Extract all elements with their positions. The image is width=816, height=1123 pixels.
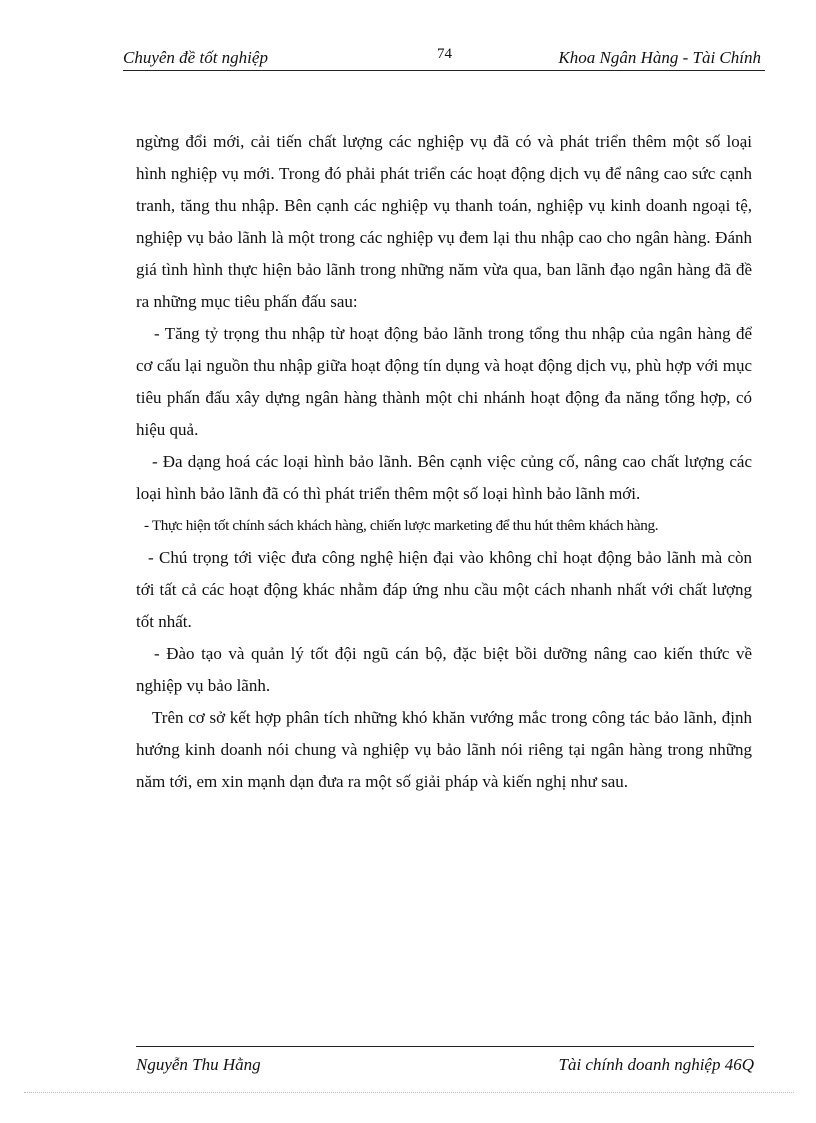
paragraph-goal-income: - Tăng tỷ trọng thu nhập từ hoạt động bảo lãnh trong tổng thu nhập của ngân hàng để cơ cấu lại nguồn thu nhập giữa hoạt động tín dụng và hoạt động dịch vụ, phù hợp với mục tiêu phấn đấu xây dựng ngân hàng thành một chi nhánh hoạt động đa năng tổng hợp, có hiệu quả. xyxy=(136,324,752,439)
paragraph-conclusion: Trên cơ sở kết hợp phân tích những khó khăn vướng mắc trong công tác bảo lãnh, định hướng kinh doanh nói chung và nghiệp vụ bảo lãnh nói riêng tại ngân hàng trong những năm tới, em xin mạnh dạn đưa ra một số giải pháp và kiến nghị như sau. xyxy=(136,708,752,791)
paragraph-goal-customer: - Thực hiện tốt chính sách khách hàng, chiến lược marketing để thu hút thêm khách hàng. xyxy=(144,517,659,534)
page-header xyxy=(123,46,765,71)
page-number: 74 xyxy=(437,46,452,62)
page-footer xyxy=(136,1046,754,1077)
page-edge-divider xyxy=(24,1092,794,1093)
header-document-type: Chuyên đề tốt nghiệp xyxy=(123,48,268,67)
page-body xyxy=(136,126,752,798)
paragraph-goal-training: - Đào tạo và quản lý tốt đội ngũ cán bộ, đặc biệt bồi dưỡng nâng cao kiến thức về nghiệp vụ bảo lãnh. xyxy=(136,644,752,695)
footer-class: Tài chính doanh nghiệp 46Q xyxy=(558,1055,754,1074)
header-faculty: Khoa Ngân Hàng - Tài Chính xyxy=(558,48,761,67)
footer-author: Nguyễn Thu Hằng xyxy=(136,1055,261,1074)
paragraph-goal-technology: - Chú trọng tới việc đưa công nghệ hiện đại vào không chỉ hoạt động bảo lãnh mà còn tới tất cả các hoạt động khác nhằm đáp ứng nhu cầu một cách nhanh nhất với chất lượng tốt nhất. xyxy=(136,548,752,631)
paragraph-goal-diversify: - Đa dạng hoá các loại hình bảo lãnh. Bên cạnh việc củng cố, nâng cao chất lượng các loại hình bảo lãnh đã có thì phát triển thêm một số loại hình bảo lãnh mới. xyxy=(136,452,752,503)
paragraph-intro: ngừng đổi mới, cải tiến chất lượng các nghiệp vụ đã có và phát triển thêm một số loại hình nghiệp vụ mới. Trong đó phải phát triển các hoạt động dịch vụ để nâng cao sức cạnh tranh, tăng thu nhập. Bên cạnh các nghiệp vụ thanh toán, nghiệp vụ kinh doanh ngoại tệ, nghiệp vụ bảo lãnh là một trong các nghiệp vụ đem lại thu nhập cao cho ngân hàng. Đánh giá tình hình thực hiện bảo lãnh trong những năm vừa qua, ban lãnh đạo ngân hàng đã đề ra những mục tiêu phấn đấu sau: xyxy=(136,132,752,311)
